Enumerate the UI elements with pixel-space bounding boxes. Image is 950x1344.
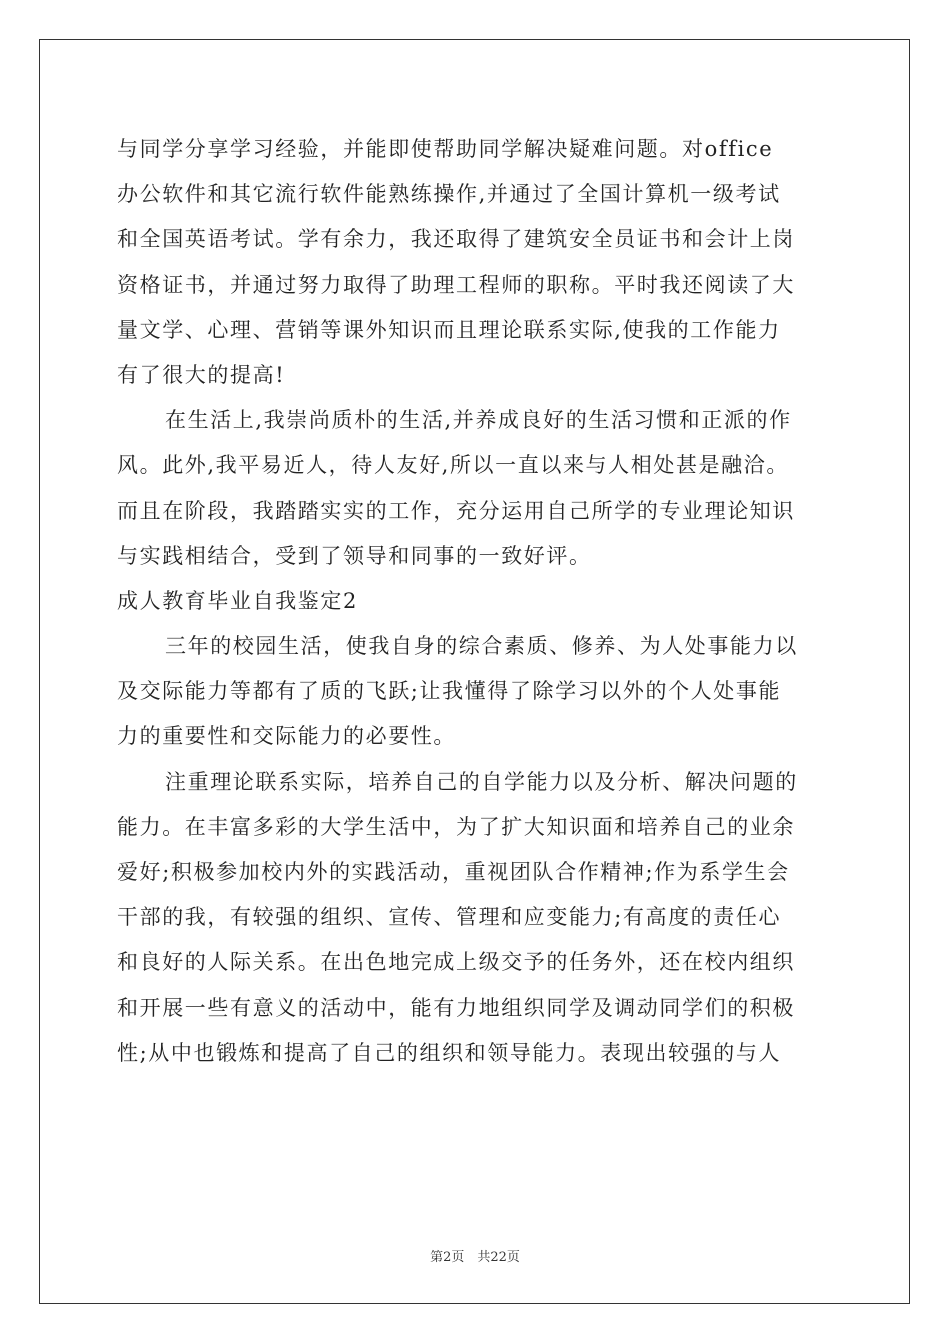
text-line: 办公软件和其它流行软件能熟练操作,并通过了全国计算机一级考试 <box>117 182 781 207</box>
text-line: 和良好的人际关系。在出色地完成上级交予的任务外，还在校内组织 <box>117 950 795 975</box>
text-line: 有了很大的提高! <box>117 362 286 387</box>
text-line: 及交际能力等都有了质的飞跃;让我懂得了除学习以外的个人处事能 <box>117 679 782 704</box>
text-line: 干部的我，有较强的组织、宣传、管理和应变能力;有高度的责任心 <box>117 905 782 930</box>
text-line: 爱好;积极参加校内外的实践活动，重视团队合作精神;作为系学生会 <box>117 860 790 884</box>
paragraph-start-line: 注重理论联系实际，培养自己的自学能力以及分析、解决问题的 <box>165 769 798 794</box>
paragraph-start-line: 三年的校园生活，使我自身的综合素质、修养、为人处事能力以 <box>165 634 798 659</box>
text-line: 而且在阶段，我踏踏实实的工作，充分运用自己所学的专业理论知识 <box>117 498 795 523</box>
text-line: 力的重要性和交际能力的必要性。 <box>117 724 456 749</box>
text-line: 和全国英语考试。学有余力，我还取得了建筑安全员证书和会计上岗 <box>117 227 795 252</box>
text-line: 量文学、心理、营销等课外知识而且理论联系实际,使我的工作能力 <box>117 317 781 342</box>
text-line: 资格证书，并通过努力取得了助理工程师的职称。平时我还阅读了大 <box>117 272 795 297</box>
text-line: 和开展一些有意义的活动中，能有力地组织同学及调动同学们的积极 <box>117 995 795 1020</box>
text-line: 与同学分享学习经验，并能即使帮助同学解决疑难问题。对office <box>117 137 774 161</box>
document-body <box>117 127 835 1076</box>
section-heading: 成人教育毕业自我鉴定2 <box>117 588 358 613</box>
text-line: 性;从中也锻炼和提高了自己的组织和领导能力。表现出较强的与人 <box>117 1040 782 1065</box>
text-line: 风。此外,我平易近人，待人友好,所以一直以来与人相处甚是融洽。 <box>117 453 789 478</box>
text-line: 能力。在丰富多彩的大学生活中，为了扩大知识面和培养自己的业余 <box>117 814 795 839</box>
paragraph-start-line: 在生活上,我崇尚质朴的生活,并养成良好的生活习惯和正派的作 <box>165 408 792 433</box>
text-line: 与实践相结合，受到了领导和同事的一致好评。 <box>117 543 592 568</box>
page-number-footer: 第2页 共22页 <box>430 1250 520 1265</box>
